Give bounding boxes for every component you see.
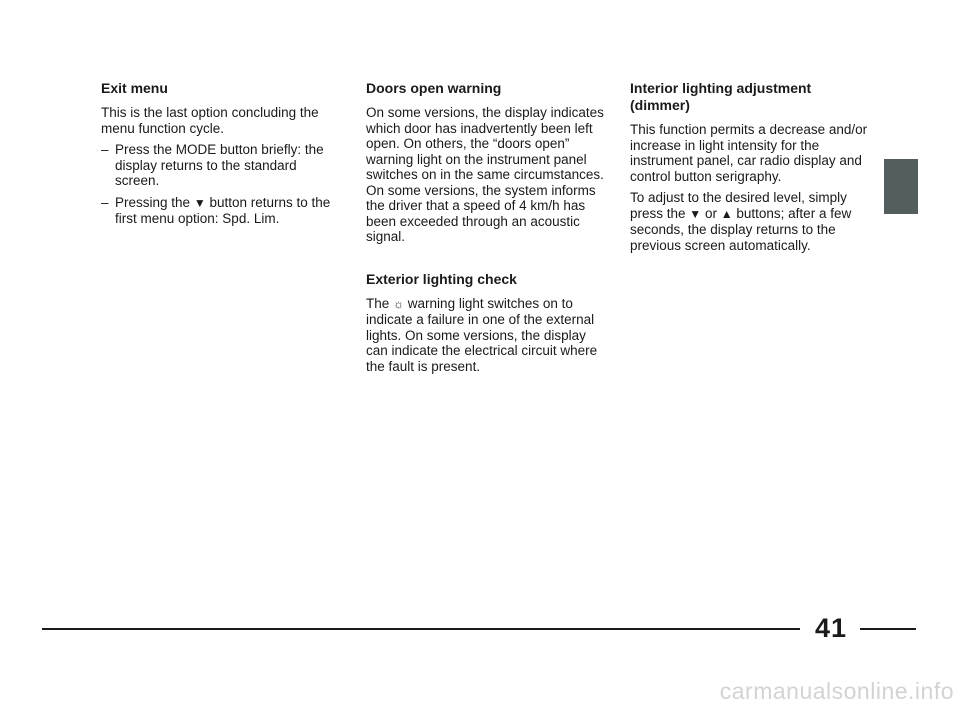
exit-menu-intro: This is the last option concluding the menu function cycle. [101, 105, 319, 136]
chapter-tab [884, 159, 918, 214]
heading-exit-menu: Exit menu [101, 80, 168, 96]
section-spacer [366, 251, 606, 271]
column-warnings [366, 80, 606, 380]
bullet-2-text: button returns to the first menu option: Spd. Lim. [115, 194, 331, 226]
down-arrow-icon: ▼ [193, 195, 206, 210]
exterior-lighting-text [366, 296, 606, 375]
down-arrow-icon: ▼ [689, 206, 702, 221]
doors-open-warning-text: On some versions, the display indicates which door has inadvertently been left open. On others, the “doors open” warning light on the instrument panel switches on in the same circumstances. On some versions, the system informs the driver that a speed of 4 km/h has been exceeded through an acoustic signal. [366, 105, 604, 244]
dimmer-para2-prefix: To adjust to the desired level, simply press the [630, 190, 847, 221]
exterior-lighting-prefix: The [366, 295, 390, 311]
heading-exterior-lighting-check: Exterior lighting check [366, 270, 517, 287]
column-exit-menu [101, 80, 341, 233]
column-dimmer [630, 80, 870, 259]
dimmer-paragraph-2 [630, 190, 870, 253]
dimmer-paragraph-1: This function permits a decrease and/or increase in light intensity for the instrument panel, car radio display and control button serigraphy. [630, 122, 868, 184]
footer-rule-right [860, 628, 916, 630]
dimmer-para2-or: or [704, 205, 717, 221]
exterior-lighting-body: warning light switches on to indicate a failure in one of the external lights. On some versions, the display can indicate the electrical circuit where the fault is present. [366, 295, 598, 374]
heading-doors-open-warning: Doors open warning [366, 80, 502, 96]
exit-menu-bullet-1: – Press the MODE button briefly: the display returns to the standard screen. [101, 142, 341, 189]
page-number: 41 [814, 613, 848, 643]
exterior-lamp-icon: ☼ [393, 296, 405, 311]
watermark: carmanualsonline.info [719, 678, 954, 704]
up-arrow-icon: ▲ [720, 206, 733, 221]
bullet-2-prefix: Pressing the [115, 194, 191, 210]
heading-interior-lighting-adjustment: Interior lighting adjustment (dimmer) [630, 80, 812, 113]
dimmer-para2-rest: buttons; after a few seconds, the display returns to the previous screen automatically. [630, 205, 852, 253]
footer-rule-left [42, 628, 800, 630]
exit-menu-bullet-2 [101, 195, 341, 227]
